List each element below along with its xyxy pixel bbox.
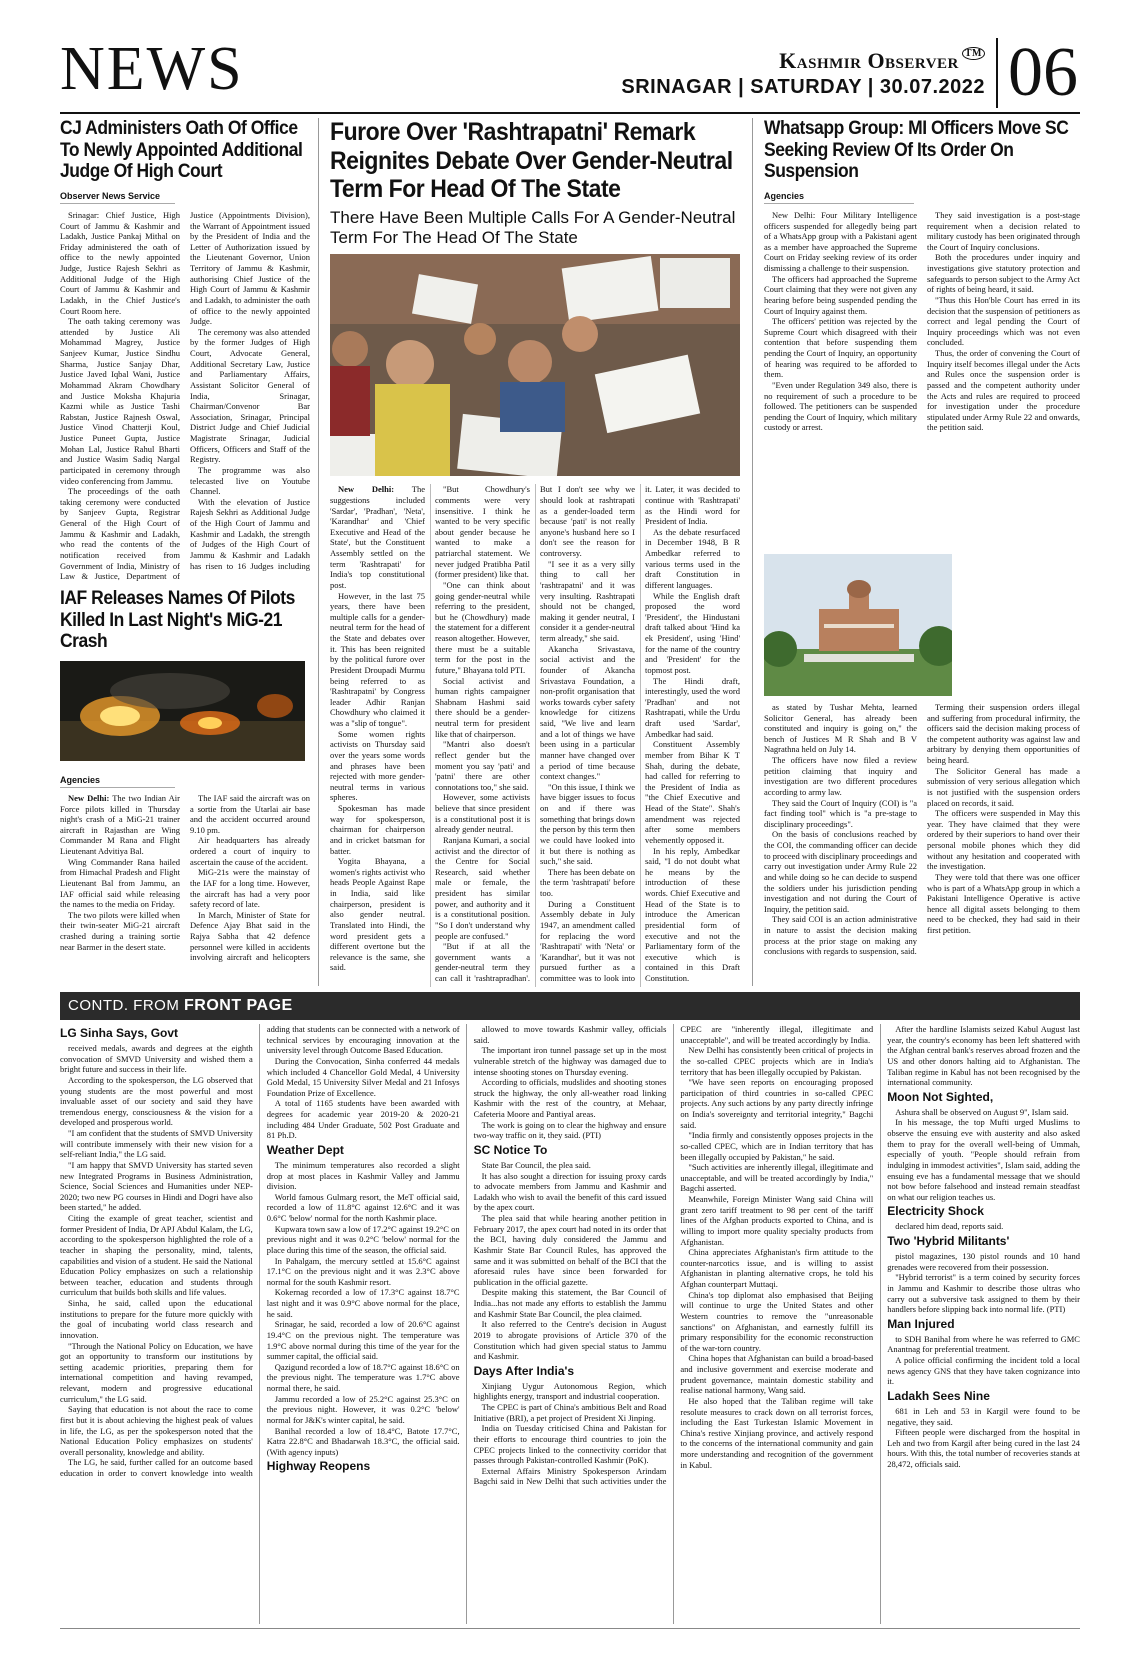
- contd-headline: Days After India's: [473, 1363, 575, 1378]
- paragraph: External Affairs Ministry Spokesperson Arindam Bagchi said in New Delhi that such activities under the CPEC are "inherently illegal, illegitimate and unacceptable", and will be treated accordingly by India.: [473, 1024, 874, 1487]
- footer-rule: [60, 1628, 1080, 1629]
- paragraph: [60, 793, 180, 857]
- paragraph: Social activist and human rights campaigner Shabnam Hashmi said there should be a gender-neutral term for president like that of chairperson.: [435, 675, 530, 739]
- paragraph: In his reply, Ambedkar said, "I do not doubt what he means by the introduction of these words. Chief Executive and Head of the State is to introduce the American presidential form of executive and not the Parliamentary form of the executive which is contained in this Draft Constitution.: [645, 845, 740, 984]
- paragraph: The two pilots were killed when their twin-seater MiG-21 aircraft crashed during a training sortie near Barmer in the desert state.: [60, 909, 180, 952]
- band-label-bold: FRONT PAGE: [184, 997, 293, 1014]
- cj-story: [60, 118, 310, 592]
- paragraph: "We have seen reports on encouraging proposed participation of third countries in so-called CPEC projects. Any such actions by any party directly infringe on India's sovereignty and territorial integrity," Bagchi said.: [680, 1077, 874, 1130]
- paragraph: received medals, awards and degrees at the eighth convocation of SMVD University and wished them a bright future and success in their life.: [60, 1043, 253, 1075]
- paragraph: In his message, the top Mufti urged Muslims to observe the ensuing eve with austerity and also asked them to pray for the overall well-being of Ummah, especially of youth. "People should refrain from indulging in immodest activities", Islam said, adding the ensuing eve has a fundamental message that we should not bow before falsehood and instead remain steadfast on what our religion teaches us.: [887, 1117, 1080, 1202]
- paragraph: "Mantri also doesn't reflect gender but the moment you say 'pati' and 'patni' there are other connotations too," she said.: [435, 739, 530, 792]
- paragraph: As the debate resurfaced in December 1948, B R Ambedkar referred to various terms used in the draft Constitution in different languages.: [645, 526, 740, 590]
- paragraph: as stated by Tushar Mehta, learned Solicitor General, has already been constituted and inquiry is going on," the bench of Justices M R Shah and B V Nagrathna held on July 14.: [764, 701, 917, 755]
- paragraph: Wing Commander Rana hailed from Himachal Pradesh and Flight Lieutenant Bal from Jammu, an IAF official said while releasing the names to the media on Friday.: [60, 856, 180, 910]
- paragraph: It also referred to the Centre's decision in August 2019 to abrogate provisions of Article 370 of the Constitution which had given special status to Jammu and Kashmir.: [473, 1319, 667, 1362]
- paper-name-text: Kashmir Observer: [779, 48, 959, 73]
- iaf-headline: IAF Releases Names Of Pilots Killed In Last Night's MiG-21 Crash: [60, 588, 295, 653]
- paragraph: The proceedings of the oath taking ceremony were conducted by Sanjeev Gupta, Registrar General of the High Court of Jammu & Kashmir and Ladakh, who read the contents of the notification received from Government of India, Ministry of Law & Justice, Department of Justice (Appointments Division), the Warrant of Appointment issued by the President of India and the Letter of Authorization issued by the Lieutenant Governor, Union Territory of Jammu & Kashmir, authorising Chief Justice of the High Court of Jammu & Kashmir and Ladakh, to administer the oath of office to the newly appointed Judge.: [60, 209, 310, 582]
- paragraph: Sinha, he said, called upon the educational institutions to prepare for the future more quickly with the goal of incubating world class research and innovation.: [60, 1298, 253, 1340]
- header-rule: [60, 112, 1080, 114]
- paragraph: 681 in Leh and 53 in Kargil were found to be negative, they said.: [887, 1405, 1080, 1427]
- paragraph: allowed to move towards Kashmir valley, officials said.: [473, 1024, 667, 1045]
- paragraph: The ceremony was also attended by the former Judges of High Court, Advocate General, Additional Secretary Law, Justice and Parliamentary Affairs, Assistant Solicitor General of India, Srinagar, Chairman/Convenor Bar Association, Srinagar, Principal District Judge and Chief Judicial Magistrate Srinagar, Judicial Officers, Officers and Staff of the Registry.: [190, 326, 310, 465]
- main-story: [330, 118, 740, 987]
- paragraph: Yogita Bhayana, a women's rights activist who heads People Against Rape in India, said like chairperson, president is also gender neutral. Translated into Hindi, the word president gets a different overtone but the relevance is the same, she said.: [330, 856, 425, 973]
- paragraph: "But Chowdhury's comments were very insensitive. I think he wanted to be very specific about gender because he wanted to make a patriarchal statement. We never judged Pratibha Patil (former president) like that.: [435, 484, 530, 580]
- paragraph: After the hardline Islamists seized Kabul August last year, the country's economy has been left shattered with the Afghan central bank's reserves abroad frozen and the US and other donors halting aid to Afghanistan. The Taliban regime in Kabul has not been recognised by the international community.: [887, 1024, 1080, 1088]
- main-deck: There Have Been Multiple Calls For A Gender-Neutral Term For The Head Of The State: [330, 207, 736, 247]
- paragraph: declared him dead, reports said.: [895, 1221, 1004, 1232]
- paragraph: It has also sought a direction for issuing proxy cards to advocate members from Jammu and Kashmir and Ladakh who wish to avail the benefit of this card issued by the apex court.: [473, 1170, 667, 1213]
- paragraph: A total of 1165 students have been awarded with degrees for academic year 2019-20 & 2020-21 including 484 Under Graduate, 502 Post Graduate and 81 Ph.D.: [266, 1098, 460, 1141]
- whatsapp-body-top: [764, 210, 1080, 550]
- contd-headline: Electricity Shock: [887, 1204, 984, 1219]
- contd-headline: Highway Reopens: [266, 1459, 371, 1474]
- supreme-court-photo: [764, 554, 952, 696]
- crash-fire-image: [60, 661, 305, 761]
- paragraph: Constituent Assembly member from Bihar K T Shah, during the debate, had called for referring to the President of India as "the Chief Executive and Head of the State". Shah's amendment was rejected after some members vehemently opposed it.: [645, 739, 740, 845]
- band-label: CONTD. FROM: [68, 997, 180, 1014]
- paragraph: The CPEC is part of China's ambitious Belt and Road Initiative (BRI), a pet project of President Xi Jinping.: [473, 1402, 667, 1423]
- paragraph: to SDH Banihal from where he was referred to GMC Anantnag for preferential treatment.: [887, 1333, 1080, 1355]
- paragraph: State Bar Council, the plea said.: [481, 1159, 591, 1170]
- paragraph: In Pahalgam, the mercury settled at 15.6°C against 17.1°C on the previous night and it was 2.3°C above normal for the south Kashmir resort.: [266, 1255, 460, 1287]
- supreme-court-image: [764, 554, 952, 696]
- paragraph: During a Constituent Assembly debate in July 1947, an amendment called for replacing the word 'Rashtrapati' with 'Neta' or 'Karandhar', but it was not pursued further as a committee was to look into it. Later, it was decided to continue with 'Rashtrapati' as the Hindi word for President of India.: [540, 484, 740, 984]
- paragraph: India on Tuesday criticised China and Pakistan for their efforts to encourage third countries to join the CPEC projects linked to the connectivity corridor that passes through Pakistan-controlled Kashmir (PoK).: [473, 1423, 667, 1466]
- paragraph: China appreciates Afghanistan's firm attitude to the counter-narcotics issue, and is willing to assist Afghanistan in planting alternative crops, he told his Afghan counterpart Muttaqi.: [680, 1247, 874, 1289]
- paragraph: Citing the example of great teacher, scientist and former President of India, Dr APJ Abdul Kalam, the LG, according to the spokesperson highlighted the role of a teacher in shaping the personality, mind, talents, capabilities and vision of a student. He said the National Education Policy emphasizes on such a relationship between teacher, education and students through curriculum that builds both skills and life values.: [60, 1213, 253, 1298]
- paragraph: "Through the National Policy on Education, we have got an opportunity to transform our institutions by setting academic priorities, preparing them for international competition and having revamped, relevant, modern and progressive educational curriculum," the LG said.: [60, 1340, 253, 1404]
- paragraph: pistol magazines, 130 pistol rounds and 10 hand grenades were recovered from their possession.: [887, 1251, 1080, 1272]
- contd-headline: Weather Dept: [266, 1142, 344, 1157]
- paragraph: The IAF said the aircraft was on a sortie from the Utarlai air base and the accident occurred around 9.10 pm.: [190, 792, 310, 835]
- cj-body: [60, 210, 310, 592]
- iaf-byline: Agencies: [60, 775, 175, 788]
- contd-band: [60, 992, 1080, 1020]
- paragraph: A police official confirming the incident told a local news agency GNS that they have taken cognizance into it.: [887, 1355, 1080, 1387]
- dateline: SRINAGAR | SATURDAY | 30.07.2022: [621, 76, 985, 98]
- paragraph: Kokernag recorded a low of 17.3°C against 18.7°C last night and it was 0.9°C above normal for the place, he said.: [266, 1287, 460, 1319]
- paragraph: The Solicitor General has made a submission of very serious allegation which is not justified with the suspension orders placed on records, it said.: [927, 765, 1080, 808]
- protest-image: [330, 254, 740, 476]
- paper-name: [621, 48, 985, 74]
- paragraph: With the elevation of Justice Rajesh Sekhri as Additional Judge of the High Court of Jammu and Kashmir and Ladakh, the strength of Judges of the High Court of Jammu & Kashmir and Ladakh has risen to 16 Judges including: [190, 496, 310, 571]
- paragraph: While the English draft proposed the word 'President', the Hindustani draft talked about 'Hind ka ek President', using 'Hind' for the name of the country and 'President' for the topmost post.: [645, 590, 740, 675]
- paragraph: The officers were suspended in May this year. They have claimed that they were ordered by their superiors to hand over their personal mobile phones which they did without any hesitation and cooperated with the investigation.: [927, 808, 1080, 872]
- contd-columns: [60, 1024, 1080, 1624]
- contd-headline: SC Notice To: [473, 1142, 548, 1157]
- paragraph: The LG, he said, further called for an outcome based education in order to convert knowledge into wealth adding that students can be connected with a network of technical services by encouraging innovation at the university level through Outcome Based Education.: [60, 1024, 460, 1478]
- paragraph: There has been debate on the term 'rashtrapati' before too.: [540, 866, 635, 899]
- cj-byline: Observer News Service: [60, 191, 175, 204]
- masthead: [621, 48, 985, 99]
- paragraph: Akancha Srivastava, social activist and the founder of Akancha Srivastava Foundation, a non-profit organisation that works towards cyber safety knowledge for citizens said, "We live and learn and a lot of things we have been using in a particular manner have changed over a period of time because context changes.": [540, 643, 635, 782]
- paragraph: "Thus this Hon'ble Court has erred in its decision that the suspension of petitioners as correct and legal pending the Court of Inquiry proceedings which was not even concluded.: [927, 294, 1080, 348]
- contd-headline: Two 'Hybrid Militants': [887, 1234, 1010, 1248]
- whatsapp-body-bottom: [764, 702, 1080, 1035]
- paragraph: Meanwhile, Foreign Minister Wang said China will grant zero tariff treatment to 98 per cent of the tariff lines of the Afghan products exported to China, and is willing to import more quality specialty products from Afghanistan.: [680, 1194, 874, 1247]
- paragraph: Srinagar: Chief Justice, High Court of Jammu & Kashmir and Ladakh, Justice Pankaj Mithal on Friday administered the oath of office to the newly appointed Judge, Justice Rajesh Sekhri as Additional Judge of the High Court of Jammu & Kashmir and Ladakh, in the Chief Justice's Court Room here.: [60, 209, 180, 316]
- paragraph: Ranjana Kumari, a social activist and the director of the Centre for Social Research, said whether male or female, the president has similar power, and authority and it is a constitutional position. "So I don't understand why people are confused.": [435, 834, 530, 941]
- cj-headline: CJ Administers Oath Of Office To Newly Appointed Additional Judge Of High Court: [60, 118, 303, 183]
- iaf-story: [60, 588, 310, 973]
- paragraph: Terming their suspension orders illegal and suffering from procedural infirmity, the officers said the decision making process of the competent authority was against law and arbitrary by denying them opportunities of being heard.: [927, 701, 1080, 766]
- paragraph: Some women rights activists on Thursday said over the years some words and phrases have been rejected with more gender-neutral terms in various spheres.: [330, 728, 425, 803]
- paragraph: The officers have now filed a review petition claiming that inquiry and investigation are two different procedures according to army law.: [764, 755, 917, 797]
- paragraph: The work is going on to clear the highway and ensure two-way traffic on it, they said. (PTI): [473, 1119, 667, 1141]
- paragraph: "One can think about going gender-neutral while referring to the president, but he (Chowdhury) made the statement for a different reason altogether. However, there must be a suitable term for the post in the future," Bhayana told PTI.: [435, 579, 531, 675]
- contd-headline: Ladakh Sees Nine: [887, 1388, 990, 1403]
- paragraph: During the Convocation, Sinha conferred 44 medals which included 4 Chancellor Gold Medal, 4 University Gold Medal, 15 University Silver Medal and 21 Infosys Foundation Prize of Excellence.: [266, 1055, 460, 1098]
- paragraph: The oath taking ceremony was attended by Justice Ali Mohammad Magrey, Justice Sanjeev Kumar, Justice Sindhu Sharma, Justice Sanjay Dhar, Justice Javed Iqbal Wani, Justice Mohammad Akram Chowdhary and Justice Moksha Khajuria Kazmi while as Justice Tashi Rabstan, Justice Rajnesh Oswal, Justice Vinod Chatterji Koul, Justice Puneet Gupta, Justice Mohan Lal, Justice Rahul Bharti and Justice Wasim Sadiq Nargal participated in ceremony through video conferencing from Jammu.: [60, 316, 180, 486]
- column-divider: [752, 118, 753, 986]
- paragraph: However, some activists believe that since president is a constitutional post it is already gender neutral.: [435, 792, 530, 835]
- paragraph: New Delhi has consistently been critical of projects in the so-called CPEC projects which are in India's territory that has been illegally occupied by Pakistan.: [680, 1045, 874, 1077]
- paragraph: "But if at all the government wants a gender-neutral term they can call it 'rashtrapradhan'. But I don't see why we should look at rashtrapati as a gender-loaded term because 'pati' is not really anyone's husband here so I don't see the reason for controversy.: [435, 484, 635, 984]
- paragraph: World famous Gulmarg resort, the MeT official said, recorded a low of 11.8°C against 12.6°C and it was 0.6°C 'below' normal for the north Kashmir place.: [266, 1191, 460, 1223]
- paragraph: Saying that education is not about the race to come first but it is about achieving the highest peak of values in life, the LG, as per the spokesperson noted that the National Education Policy emphasizes on students' overall personality, knowledge and ability.: [60, 1404, 253, 1457]
- paragraph: China's top diplomat also emphasised that Beijing will continue to urge the United States and other Western countries to remove the "unreasonable sanctions" on Afghanistan, and earnestly fulfill its primary responsibility for the economic reconstruction of the war-torn country.: [680, 1289, 874, 1353]
- paragraph: Ashura shall be observed on August 9", Islam said.: [895, 1106, 1069, 1117]
- protest-photo: [330, 254, 740, 476]
- paragraph: Banihal recorded a low of 18.4°C, Batote 17.7°C, Katra 22.8°C and Bhadarwah 18.3°C, the official said. (With agency inputs): [266, 1425, 460, 1457]
- paragraph: Jammu recorded a low of 25.2°C against 25.3°C on the previous night. However, it was 0.2°C 'below' normal for J&K's winter capital, he said.: [266, 1393, 460, 1425]
- paragraph: According to officials, mudslides and shooting stones struck the highway, the only all-weather road linking Kashmir with the rest of the country, at Mehaar, Cafeteria Moore and Pantiyal areas.: [473, 1077, 667, 1119]
- paragraph: They said the Court of Inquiry (COI) is "a fact finding tool" which is "a pre-stage to disciplinary proceedings".: [764, 797, 917, 829]
- dateline-lead: New Delhi:: [68, 792, 110, 803]
- paragraph: The officers' petition was rejected by the Supreme Court which disagreed with their contention that before suspending them pending the Court of Inquiry, an opportunity of hearing was required to be afforded to them.: [764, 316, 917, 380]
- paragraph: The officers had approached the Supreme Court claiming that they were not given any hearing before being suspended pending the Court of Inquiry against them.: [764, 273, 917, 316]
- paragraph: "Such activities are inherently illegal, illegitimate and unacceptable, and will be treated accordingly by India," Bagchi asserted.: [680, 1162, 874, 1194]
- trademark-icon: TM: [962, 47, 985, 60]
- page-number: 06: [996, 38, 1078, 108]
- paragraph: Thus, the order of convening the Court of Inquiry itself becomes illegal under the Acts and Rules once the suspension order is passed and the competent authority under the Acts and rules are required to proceed for investigation under the procedure stipulated under Army Rule 22 and onwards, the petition said.: [927, 348, 1080, 433]
- paragraph: The Hindi draft, interestingly, used the word 'Pradhan' and not Rashtrapati, while the Urdu draft used 'Sardar', Ambedkar had said.: [645, 675, 740, 739]
- paragraph: New Delhi: Four Military Intelligence officers suspended for allegedly being part of a WhatsApp group with a Pakistani agent as a member have approached the Supreme Court on Friday seeking review of its order dismissing a challenge to their suspension.: [764, 209, 917, 274]
- paragraph: Despite making this statement, the Bar Council of India...has not made any efforts to establish the Jammu and Kashmir State Bar Council, the plea claimed.: [473, 1287, 667, 1319]
- paragraph: Qazigund recorded a low of 18.7°C against 18.6°C on the previous night. The temperature was 1.7°C above normal there, he said.: [266, 1361, 460, 1393]
- main-body: [330, 484, 740, 987]
- paragraph: Both the procedures under inquiry and investigations give statutory protection and safeguards to person subject to the Army Act of rights of being heard, it said.: [927, 252, 1080, 295]
- paragraph: "India firmly and consistently opposes projects in the so-called CPEC, which are in Indian territory that has been illegally occupied by Pakistan," he said.: [680, 1130, 874, 1162]
- paragraph: Fifteen people were discharged from the hospital in Leh and two from Kargil after being cured in the last 24 hours. With this, the total number of recoveries stands at 28,472, officials said.: [887, 1427, 1080, 1469]
- paragraph: However, in the last 75 years, there have been multiple calls for a gender-neutral term for the head of the State and debates over it. This has been reignited by the political furore over President Droupadi Murmu being referred to as 'Rashtrapatni' by Congress leader Adhir Ranjan Chowdhury who claimed it was a "slip of tongue".: [330, 590, 425, 729]
- contd-headline: Moon Not Sighted,: [887, 1089, 994, 1104]
- paragraph: China hopes that Afghanistan can build a broad-based and inclusive government and exercise moderate and prudent governance, maintain domestic stability and realise national harmony, Wang said.: [680, 1353, 874, 1396]
- paragraph: They said COI is an action administrative in nature to assist the decision making process at the prior stage on making any conclusions with regards to suspension, said.: [764, 914, 917, 957]
- dateline-lead: New Delhi:: [338, 484, 395, 495]
- paragraph: Srinagar, he said, recorded a low of 20.6°C against 19.4°C on the previous night. The temperature was 1.9°C above normal during this time of the year for the summer capital, the official said.: [266, 1319, 460, 1362]
- paragraph: "On this issue, I think we have bigger issues to focus on and if there was something that brings down the person by this term then we could have looked into it but there is nothing as such," she said.: [540, 781, 635, 867]
- paragraph-text: The two Indian Air Force pilots killed in Thursday night's crash of a MiG-21 trainer aircraft in Rajasthan are Wing Commander M Rana and Flight Lieutenant Advitiya Bal.: [60, 792, 180, 857]
- paragraph: "I am happy that SMVD University has started seven new Integrated Programs in Business Administration, Science, Social Sciences and Humanities under NEP-2020; two new PG courses in Hindi and Dogri have also been started," he added.: [60, 1159, 253, 1213]
- paragraph: He also hoped that the Taliban regime will take resolute measures to crack down on all terrorist forces, including the East Turkestan Islamic Movement in China's restive Xinjiang province, and actively respond to the concerns of the international community and gain more understanding and recognition of the government in Kabul.: [680, 1395, 874, 1470]
- paragraph: Kupwara town saw a low of 17.2°C against 19.2°C on previous night and it was 0.2°C 'below' normal for the place during this time of the season, the official said.: [266, 1223, 460, 1255]
- paragraph: "I see it as a very silly thing to call her 'rashtrapatni' and it was very insulting. Rashtrapati should not be changed, making it gender neutral, I consider it a gender-neutral term already," she said.: [540, 558, 635, 644]
- paragraph: They were told that there was one officer who is part of a WhatsApp group in which a Pakistani Intelligence Operative is active hence all digital assets belonging to them need to be checked, they had said in their first petition.: [927, 871, 1080, 936]
- paragraph: [330, 484, 425, 590]
- paragraph: Air headquarters has already ordered a court of inquiry to ascertain the cause of the accident.: [190, 835, 310, 867]
- paragraph-text: The suggestions included 'Sardar', 'Pradhan', 'Neta', 'Karandhar' and 'Chief Executive and Head of the State', but the Constituent Assembly settled on the term 'Rashtrapati' for India's top constitutional post.: [330, 484, 425, 590]
- main-headline: Furore Over 'Rashtrapatni' Remark Reignites Debate Over Gender-Neutral Term For Head Of The State: [330, 118, 733, 203]
- contd-headline: LG Sinha Says, Govt: [60, 1026, 179, 1040]
- iaf-body: [60, 793, 310, 973]
- paragraph: "Hybrid terrorist" is a term coined by security forces in Jammu and Kashmir to describe those ultras who carry out a subversive task assigned to them by their handlers before slipping back into normal life. (PTI): [887, 1272, 1080, 1315]
- paragraph: The plea said that while hearing another petition in February 2017, the apex court had noted in its order that the BCI, having duly considered the Jammu and Kashmir State Bar Council Rules, has approved the same and it was submitted on behalf of the BCI that the aforesaid rules have since been forwarded for publication in the official gazette.: [473, 1213, 667, 1287]
- paragraph: Xinjiang Uygur Autonomous Region, which highlights energy, transport and industrial cooperation.: [473, 1380, 667, 1402]
- whatsapp-byline: Agencies: [764, 191, 914, 204]
- column-divider: [318, 118, 319, 986]
- paragraph: "I am confident that the students of SMVD University will contribute immensely with their new vision for a self-reliant India," the LG said.: [60, 1128, 253, 1160]
- whatsapp-headline: Whatsapp Group: MI Officers Move SC Seeking Review Of Its Order On Suspension: [764, 118, 1069, 183]
- paragraph: "Even under Regulation 349 also, there is no requirement of such a procedure to be followed. The petitioners can be suspended pending the Court of Inquiry, which military custody or arrest.: [764, 379, 917, 433]
- paragraph: According to the spokesperson, the LG observed that young students are the most powerful and most invaluable asset of our society and said they have tremendous energy, consciousness & the vision for a developed and prosperous world.: [60, 1074, 253, 1128]
- paragraph: On the basis of conclusions reached by the COI, the commanding officer can decide to proceed with disciplinary proceedings and carry out investigation under Army Rule 22 and while doing so he can decide to suspend the soldiers under his jurisdiction pending investigation and not during the Court of Inquiry, the petition said.: [764, 829, 917, 914]
- paragraph: MiG-21s were the mainstay of the IAF for a long time. However, the aircraft has had a very poor safety record of late.: [190, 867, 310, 910]
- section-title: NEWS: [60, 35, 244, 103]
- paragraph: The programme was also telecasted live on Youtube Channel.: [190, 464, 310, 497]
- contd-headline: Man Injured: [887, 1316, 955, 1331]
- paragraph: In March, Minister of State for Defence Ajay Bhat said in the Rajya Sabha that 42 defence personnel were killed in accidents involving aircraft and helicopters: [190, 909, 310, 963]
- paragraph: The important iron tunnel passage set up in the most vulnerable stretch of the highway was damaged due to intense shooting stones on Thursday evening.: [473, 1045, 667, 1077]
- paragraph: The minimum temperatures also recorded a slight drop at most places in Kashmir Valley and Jammu division.: [266, 1159, 460, 1192]
- paragraph: They said investigation is a post-stage requirement when a decision related to military custody has been originated through the Court of Inquiry conclusions.: [927, 209, 1080, 252]
- crash-photo: [60, 661, 305, 761]
- whatsapp-story: [764, 118, 1080, 1035]
- paragraph: Spokesman has made way for spokesperson, chairman for chairperson and in cricket batsman for batter.: [330, 803, 425, 856]
